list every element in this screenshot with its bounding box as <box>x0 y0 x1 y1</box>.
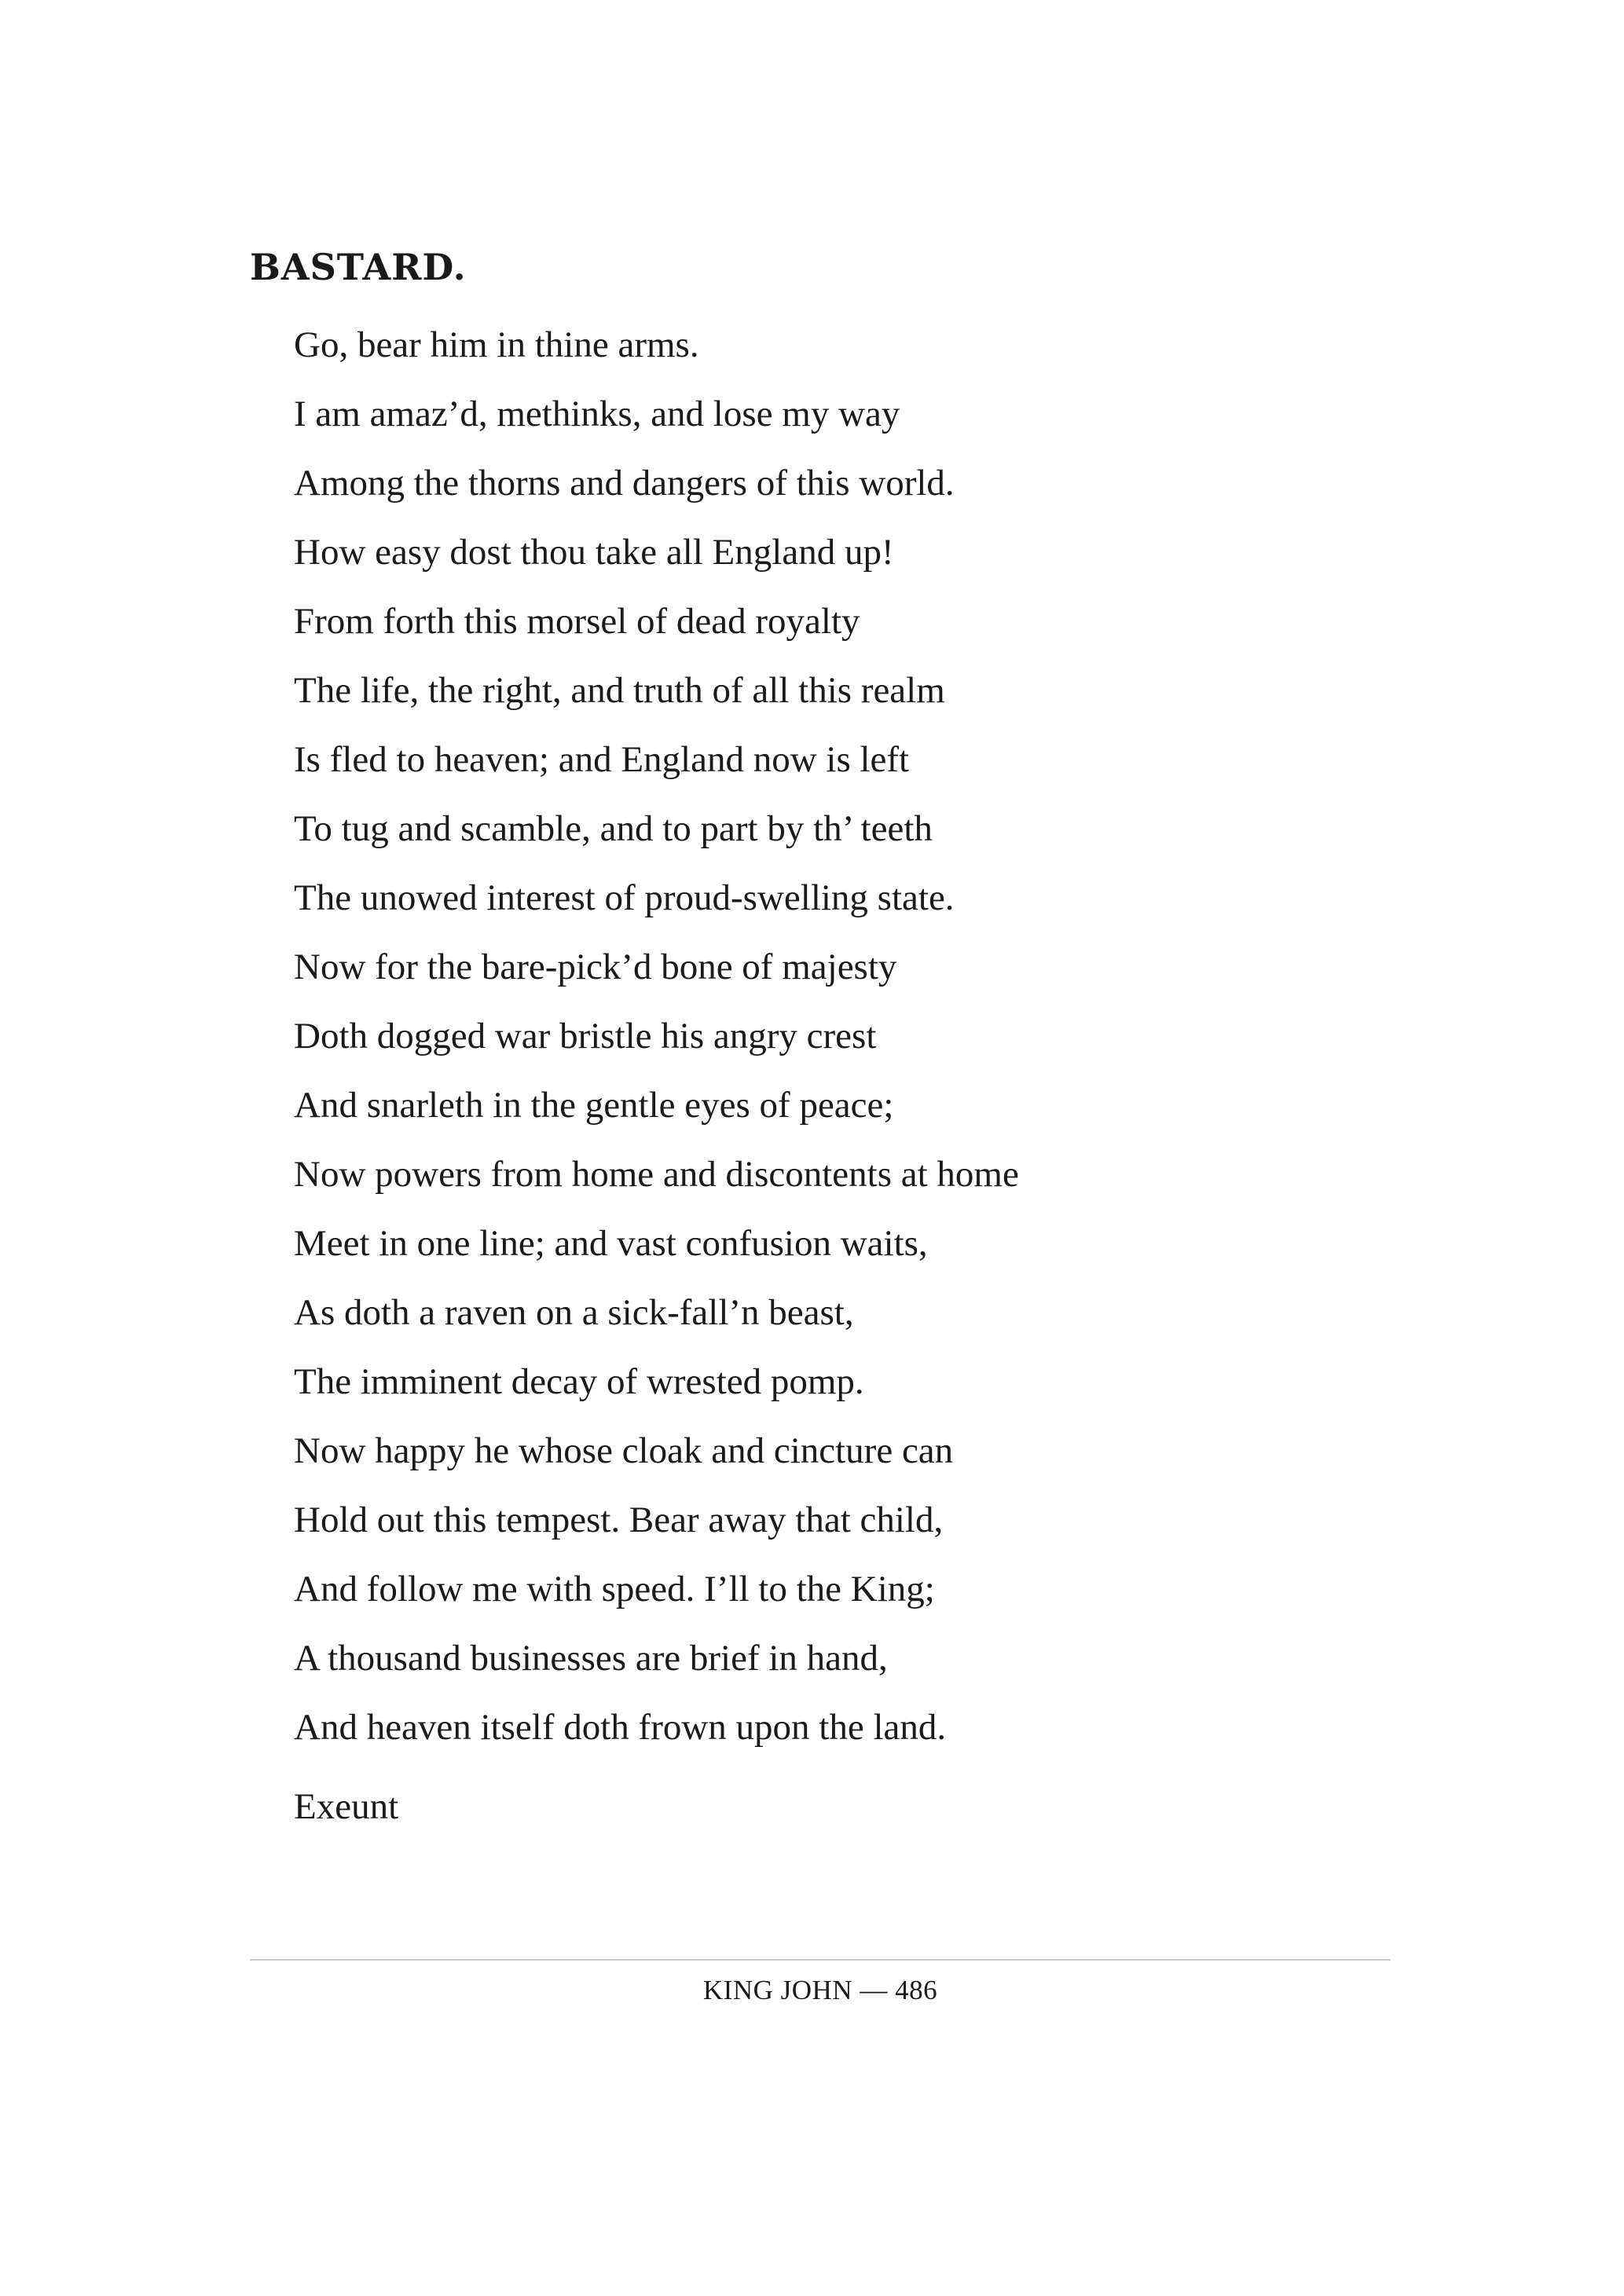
verse-line: From forth this morsel of dead royalty <box>294 601 860 642</box>
speaker-name: BASTARD. <box>250 246 467 288</box>
verse-line: Now for the bare-pick’d bone of majesty <box>294 947 897 987</box>
verse-line: I am amaz’d, methinks, and lose my way <box>294 394 900 434</box>
verse-line: And snarleth in the gentle eyes of peace; <box>294 1085 894 1126</box>
verse-line: Meet in one line; and vast confusion waits, <box>294 1223 928 1264</box>
verse-line: Now powers from home and discontents at home <box>294 1154 1019 1195</box>
verse-line: Hold out this tempest. Bear away that child, <box>294 1500 944 1540</box>
stage-direction: Exeunt <box>294 1786 399 1827</box>
verse-line: Among the thorns and dangers of this world. <box>294 463 955 504</box>
verse-line: Now happy he whose cloak and cincture can <box>294 1430 954 1471</box>
verse-line: The life, the right, and truth of all this realm <box>294 670 945 711</box>
verse-lines <box>294 310 1019 1762</box>
verse-line: Go, bear him in thine arms. <box>294 324 699 365</box>
verse-line: Is fled to heaven; and England now is left <box>294 739 910 780</box>
verse-line: Doth dogged war bristle his angry crest <box>294 1016 877 1056</box>
footer-divider <box>250 1959 1391 1961</box>
verse-line: As doth a raven on a sick-fall’n beast, <box>294 1292 854 1333</box>
verse-line: The unowed interest of proud-swelling state. <box>294 877 955 918</box>
page-footer: KING JOHN — 486 <box>702 1975 938 2005</box>
verse-line: A thousand businesses are brief in hand, <box>294 1638 888 1679</box>
verse-line: And heaven itself doth frown upon the land. <box>294 1707 947 1748</box>
verse-line: The imminent decay of wrested pomp. <box>294 1361 864 1402</box>
verse-line: How easy dost thou take all England up! <box>294 532 894 573</box>
verse-line: To tug and scamble, and to part by th’ teeth <box>294 808 933 849</box>
verse-line: And follow me with speed. I’ll to the King; <box>294 1569 935 1609</box>
